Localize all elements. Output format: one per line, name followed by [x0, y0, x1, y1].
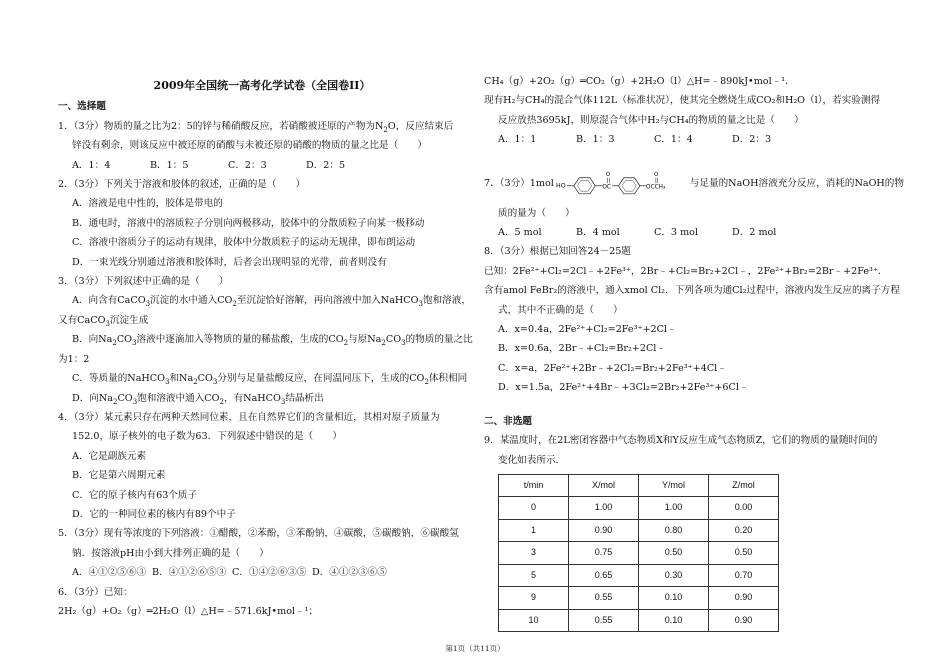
q8-line1: 含有amol FeBr₂的溶液中，通入xmol Cl₂．下列各项为通Cl₂过程中，溶液内发生反应的离子方程	[484, 285, 900, 297]
table-cell: 5	[499, 564, 569, 587]
table-cell: 0.70	[709, 564, 779, 587]
occh3-label: OCCH₃	[645, 184, 666, 191]
table-cell: 0.00	[709, 497, 779, 520]
q6-options	[484, 130, 904, 149]
q1-line1: 1．（3分）物质的量之比为2：5的锌与稀硝酸反应，若硝酸被还原的产物为$N_2O$，反应结束后	[58, 120, 454, 134]
carbonyl-o-2: O	[653, 171, 659, 178]
q6-equation-1: 2H₂（g）+O₂（g）═2H₂O（l）△H=﹣571.6kJ•mol﹣¹；	[58, 605, 319, 617]
table-cell: 1.00	[639, 497, 709, 520]
table-cell: 0.10	[639, 609, 709, 632]
table-row	[499, 497, 779, 520]
benzene-ring-1	[574, 177, 595, 193]
q8-option-b: B．x=0.6a，2Br﹣+Cl₂=Br₂+2Cl﹣	[498, 343, 666, 355]
table-cell: 0.50	[639, 542, 709, 565]
q8-line2: 式，其中不正确的是（ ）	[498, 304, 623, 316]
q2-option-a: A．溶液是电中性的，胶体是带电的	[72, 198, 223, 210]
q3-stem: 3．（3分）下列叙述中正确的是（ ）	[58, 276, 229, 288]
option: B．1：3	[576, 134, 615, 146]
table-cell: 0.75	[569, 542, 639, 565]
table-row	[499, 542, 779, 565]
q9-line1: 9．某温度时，在2L密闭容器中气态物质X和Y反应生成气态物质Z，它们的物质的量随时间的	[484, 435, 878, 447]
table-row	[499, 564, 779, 587]
right-column	[484, 72, 904, 632]
q6-line2: 反应放热3695kJ，则原混合气体中H₂与CH₄的物质的量之比是（ ）	[498, 114, 804, 126]
option: A．1：1	[498, 134, 537, 146]
section-heading-choice: 一、选择题	[58, 101, 106, 113]
q6-equation-2: CH₄（g）+2O₂（g）═CO₂（g）+2H₂O（l）△H=﹣890kJ•mol﹣¹．	[484, 76, 795, 87]
table-cell: 3	[499, 542, 569, 565]
q2-option-b: B．通电时，溶液中的溶质粒子分别向两极移动，胶体中的分散质粒子向某一极移动	[72, 217, 425, 229]
option: A．1：4	[72, 159, 111, 171]
q2-stem: 2．（3分）下列关于溶液和胶体的叙述，正确的是（ ）	[58, 179, 306, 191]
page-title: 2009年全国统一高考化学试卷（全国卷II）	[153, 79, 371, 92]
q1-options	[58, 156, 466, 175]
section-heading-nonchoice: 二、非选题	[484, 415, 532, 427]
q7-line1: 7．（3分）1mol HO OC O OCCH₃ O 与足量的NaOH溶液充分反应，消耗的NaOH的物	[484, 164, 904, 204]
table-cell: 0.55	[569, 609, 639, 632]
q6-stem: 6．（3分）已知：	[58, 586, 133, 598]
option: B．4 mol	[576, 227, 620, 239]
option: C．①④②⑥③⑤	[232, 567, 307, 579]
column-header: Y/mol	[639, 474, 709, 497]
q6-line1: 现有H₂与CH₄的混合气体112L（标准状况），使其完全燃烧生成CO₂和H₂O（l），若实验测得	[484, 95, 881, 107]
table-cell: 0.30	[639, 564, 709, 587]
option: D．④①②③⑥⑤	[312, 567, 387, 579]
q5-line1: 5．（3分）现有等浓度的下列溶液：①醋酸，②苯酚，③苯酚钠，④碳酸，⑤碳酸钠，⑥碳酸氢	[58, 528, 459, 540]
ho-label: HO	[555, 182, 566, 190]
option: C．1：4	[654, 134, 693, 146]
option: C．2：3	[228, 159, 267, 171]
q4-option-a: A．它是副族元素	[72, 450, 147, 462]
option: A．5 mol	[498, 227, 542, 239]
carbonyl-o-1: O	[605, 171, 610, 178]
q4-option-c: C．它的原子核内有63个质子	[72, 489, 198, 501]
molecule-structure	[556, 164, 688, 204]
q8-option-d: D．x=1.5a，2Fe²⁺+4Br﹣+3Cl₂=2Br₂+2Fe³⁺+6Cl﹣	[498, 382, 749, 394]
option: D．2：3	[732, 134, 772, 146]
benzene-ring-2	[618, 177, 639, 193]
table-cell: 9	[499, 587, 569, 610]
q9-line2: 变化如表所示．	[498, 454, 566, 466]
option: D．2：5	[306, 159, 346, 171]
table-cell: 0.90	[709, 587, 779, 610]
table-cell: 0	[499, 497, 569, 520]
table-cell: 0.10	[639, 587, 709, 610]
q1-line2: 锌没有剩余，则该反应中被还原的硝酸与未被还原的硝酸的物质的量之比是（ ）	[72, 140, 427, 152]
table-cell: 0.90	[709, 609, 779, 632]
option: A．④①②⑤⑥③	[72, 567, 147, 579]
q3-option-d: D．向$Na_2CO_3$饱和溶液中通入$CO_2$，有NaHCO$_3$结晶析出	[72, 392, 324, 406]
q3-option-b-cont: 为1：2	[58, 353, 90, 365]
table-row	[499, 587, 779, 610]
q5-options	[58, 563, 466, 582]
q7-line2: 质的量为（ ）	[498, 207, 575, 219]
left-column	[58, 72, 473, 621]
option: B．1：5	[150, 159, 189, 171]
table-cell: 0.65	[569, 564, 639, 587]
data-table	[498, 474, 779, 633]
q3-option-a-cont: 又有CaCO$_3$沉淀生成	[58, 314, 149, 328]
option: D．2 mol	[732, 227, 777, 239]
table-cell: 0.20	[709, 519, 779, 542]
column-header: t/min	[499, 474, 569, 497]
q3-option-b: B．向$Na_2CO_3$溶液中逐滴加入等物质的量的稀盐酸，生成的$CO_2$与原$Na_2CO_3$的物质的量之比	[72, 334, 473, 348]
q2-option-d: D．一束光线分别通过溶液和胶体时，后者会出现明显的光带，前者则没有	[72, 256, 387, 268]
q2-option-c: C．溶液中溶质分子的运动有规律，胶体中分散质粒子的运动无规律，即布朗运动	[72, 237, 416, 249]
table-cell: 0.90	[569, 519, 639, 542]
table-cell: 1	[499, 519, 569, 542]
table-cell: 10	[499, 609, 569, 632]
oc-label: OC	[602, 184, 611, 191]
q4-option-d: D．它的一种同位素的核内有89个中子	[72, 508, 236, 520]
q8-known: 已知：2Fe²⁺+Cl₂=2Cl﹣+2Fe³⁺，2Br﹣+Cl₂=Br₂+2Cl﹣，2Fe²⁺+Br₂=2Br﹣+2Fe³⁺．	[484, 265, 888, 277]
q3-option-a: A．向含有CaCO$_3$沉淀的水中通入$CO_2$至沉淀恰好溶解，再向溶液中加入NaHCO$_3$饱和溶液，	[72, 295, 471, 309]
table-cell: 0.55	[569, 587, 639, 610]
q4-option-b: B．它是第六周期元素	[72, 470, 166, 482]
q8-option-a: A．x=0.4a，2Fe²⁺+Cl₂=2Fe³⁺+2Cl﹣	[498, 324, 677, 336]
table-row	[499, 609, 779, 632]
q4-line1: 4．（3分）某元素只存在两种天然同位素，且在自然界它们的含量相近，其相对原子质量为	[58, 411, 440, 423]
table-cell: 1.00	[569, 497, 639, 520]
option: C．3 mol	[654, 227, 699, 239]
q8-option-c: C．x=a，2Fe²⁺+2Br﹣+2Cl₂=Br₂+2Fe³⁺+4Cl﹣	[498, 362, 727, 374]
q7-options	[484, 223, 904, 242]
q3-option-c: C．等质量的NaHCO$_3$和$Na_2CO_3$分别与足量盐酸反应，在同温同压下，生成的$CO_2$体积相同	[72, 373, 468, 386]
q5-line2: 钠．按溶液pH由小到大排列正确的是（ ）	[72, 547, 269, 559]
table-cell: 0.50	[709, 542, 779, 565]
page-footer: 第1页（共11页）	[445, 644, 505, 653]
table-header-row	[499, 474, 779, 497]
table-cell: 0.80	[639, 519, 709, 542]
q4-line2: 152.0，原子核外的电子数为63．下列叙述中错误的是（ ）	[72, 431, 342, 443]
option: B．④①②⑥⑤③	[152, 567, 227, 579]
q8-stem: 8．（3分）根据已知回答24－25题	[484, 246, 631, 258]
table-row	[499, 519, 779, 542]
column-header: X/mol	[569, 474, 639, 497]
column-header: Z/mol	[709, 474, 779, 497]
